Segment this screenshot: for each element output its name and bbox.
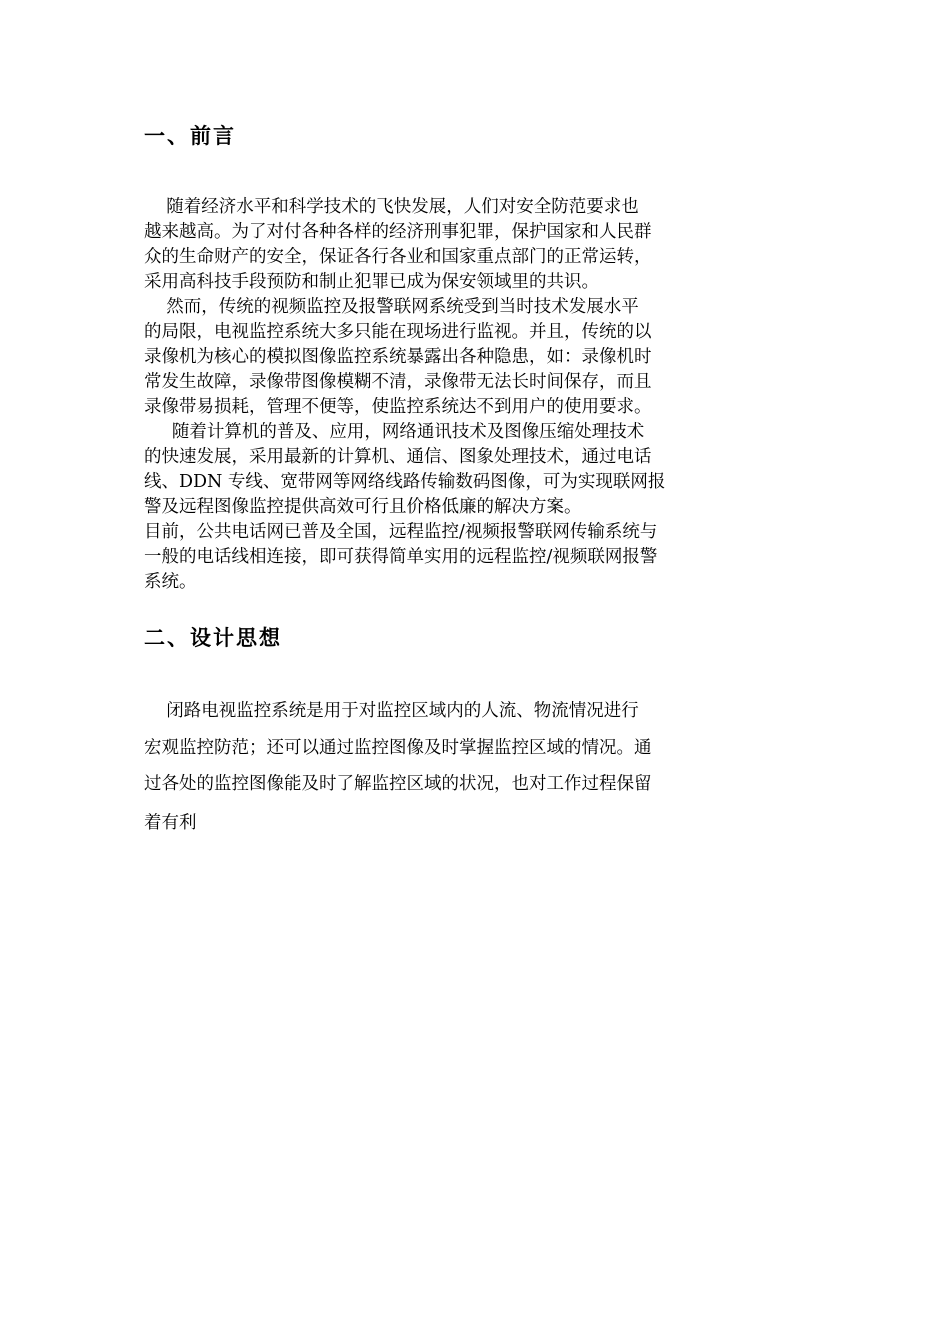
paragraph-line: 线、DDN 专线、宽带网等网络线路传输数码图像，可为实现联网报	[144, 472, 666, 492]
paragraph-line: 然而，传统的视频监控及报警联网系统受到当时技术发展水平	[144, 297, 639, 317]
section-heading-design: 二、设计思想	[144, 625, 282, 650]
paragraph-line: 目前，公共电话网已普及全国，远程监控/视频报警联网传输系统与	[144, 522, 658, 542]
paragraph-line: 录像机为核心的模拟图像监控系统暴露出各种隐患，如：录像机时	[144, 347, 652, 367]
section-heading-preface: 一、前言	[144, 123, 236, 148]
paragraph-line: 采用高科技手段预防和制止犯罪已成为保安领域里的共识。	[144, 272, 599, 292]
paragraph-line: 随着计算机的普及、应用，网络通讯技术及图像压缩处理技术	[144, 422, 645, 442]
paragraph-line: 常发生故障，录像带图像模糊不清，录像带无法长时间保存，而且	[144, 372, 652, 392]
paragraph-line: 一般的电话线相连接，即可获得简单实用的远程监控/视频联网报警	[144, 547, 658, 567]
paragraph-line: 随着经济水平和科学技术的飞快发展，人们对安全防范要求也	[144, 197, 639, 217]
paragraph-line: 着有利	[144, 813, 197, 833]
paragraph-line: 众的生命财产的安全，保证各行各业和国家重点部门的正常运转，	[144, 247, 652, 267]
paragraph-line: 的局限，电视监控系统大多只能在现场进行监视。并且，传统的以	[144, 322, 652, 342]
paragraph-line: 警及远程图像监控提供高效可行且价格低廉的解决方案。	[144, 497, 582, 517]
paragraph-line: 过各处的监控图像能及时了解监控区域的状况，也对工作过程保留	[144, 774, 652, 794]
paragraph-line: 闭路电视监控系统是用于对监控区域内的人流、物流情况进行	[144, 701, 639, 721]
paragraph-line: 的快速发展，采用最新的计算机、通信、图象处理技术，通过电话	[144, 447, 652, 467]
paragraph-line: 越来越高。为了对付各种各样的经济刑事犯罪，保护国家和人民群	[144, 222, 652, 242]
paragraph-line: 系统。	[144, 572, 197, 592]
paragraph-line: 录像带易损耗，管理不便等，使监控系统达不到用户的使用要求。	[144, 397, 652, 417]
paragraph-line: 宏观监控防范；还可以通过监控图像及时掌握监控区域的情况。通	[144, 738, 652, 758]
